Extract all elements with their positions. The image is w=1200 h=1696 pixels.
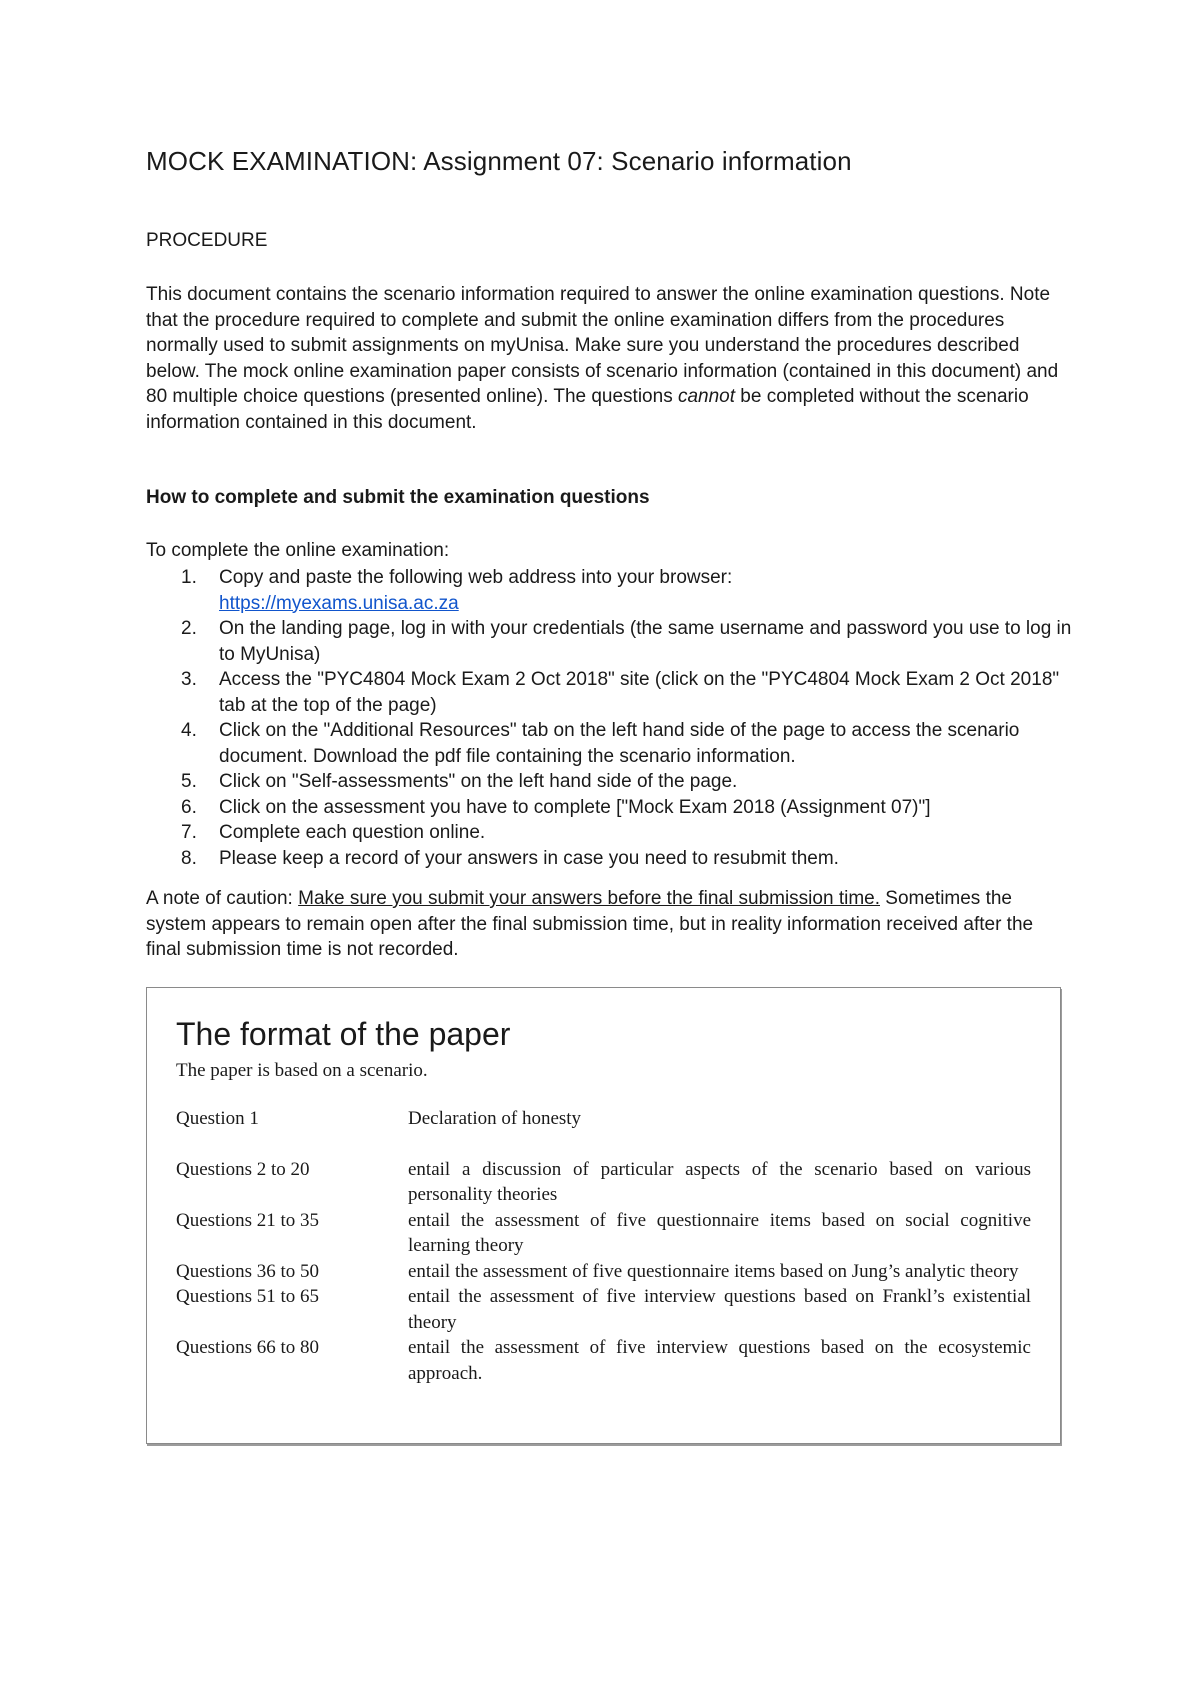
caution-prefix: A note of caution:	[146, 888, 299, 909]
format-row	[176, 1335, 1031, 1386]
myexams-link[interactable]: https://myexams.unisa.ac.za	[219, 592, 459, 614]
format-table	[176, 1106, 1031, 1386]
question-description: entail a discussion of particular aspects of the scenario based on various personality theories	[408, 1158, 1031, 1205]
step-item	[146, 846, 1076, 872]
step-number: 8.	[181, 847, 197, 869]
step-number: 3.	[181, 669, 197, 690]
question-description: entail the assessment of five interview questions based on the ecosystemic approach.	[408, 1337, 1031, 1384]
question-description: Declaration of honesty	[408, 1108, 582, 1129]
step-item	[146, 820, 1076, 846]
intro-text-2: be completed without the scenario information contained in this document.	[146, 386, 1029, 433]
step-item	[146, 565, 1076, 616]
question-range: Questions 36 to 50	[176, 1260, 320, 1282]
step-item	[146, 769, 1076, 795]
question-range: Questions 2 to 20	[176, 1158, 310, 1180]
procedure-heading: PROCEDURE	[146, 230, 268, 251]
step-number: 4.	[181, 720, 197, 741]
step-text: Click on the assessment you have to complete ["Mock Exam 2018 (Assignment 07)"]	[219, 796, 931, 818]
format-subtitle: The paper is based on a scenario.	[176, 1060, 428, 1081]
steps-list	[146, 565, 1076, 871]
step-item	[146, 616, 1076, 667]
format-row	[176, 1208, 1031, 1259]
format-row	[176, 1284, 1031, 1335]
question-range: Questions 51 to 65	[176, 1286, 320, 1307]
caution-paragraph	[146, 886, 1066, 963]
format-row	[176, 1259, 1031, 1285]
how-to-heading: How to complete and submit the examination questions	[146, 487, 650, 508]
step-number: 1.	[181, 567, 197, 588]
question-description: entail the assessment of five questionnaire items based on Jung’s analytic theory	[408, 1260, 1019, 1282]
intro-paragraph	[146, 282, 1066, 435]
question-description: entail the assessment of five interview questions based on Frankl’s existential theory	[408, 1286, 1031, 1333]
intro-emphasis: cannot	[677, 386, 736, 407]
step-text: Copy and paste the following web address into your browser:	[219, 567, 733, 588]
step-text: Complete each question online.	[219, 822, 486, 843]
page-title: MOCK EXAMINATION: Assignment 07: Scenario information	[146, 146, 852, 176]
steps-lead: To complete the online examination:	[146, 540, 450, 561]
step-number: 5.	[181, 771, 197, 792]
caution-rest: Sometimes the system appears to remain open after the final submission time, but in reality information received after the final submission time is not recorded.	[146, 888, 1034, 960]
step-text: Access the "PYC4804 Mock Exam 2 Oct 2018" site (click on the "PYC4804 Mock Exam 2 Oct 2018" tab at the top of the page)	[219, 669, 1060, 716]
step-number: 7.	[181, 822, 197, 843]
step-text: Please keep a record of your answers in case you need to resubmit them.	[219, 847, 839, 869]
question-range: Questions 66 to 80	[176, 1337, 320, 1358]
question-range: Questions 21 to 35	[176, 1209, 320, 1231]
caution-underlined: Make sure you submit your answers before the final submission time.	[298, 888, 880, 909]
step-number: 2.	[181, 618, 197, 639]
step-text: Click on the "Additional Resources" tab on the left hand side of the page to access the scenario document. Download the pdf file containing the scenario information.	[219, 720, 1020, 767]
step-item	[146, 718, 1076, 769]
step-number: 6.	[181, 796, 197, 818]
step-text: Click on "Self-assessments" on the left hand side of the page.	[219, 771, 738, 792]
format-box	[146, 987, 1061, 1444]
step-item	[146, 795, 1076, 821]
question-range: Question 1	[176, 1108, 259, 1129]
question-description: entail the assessment of five questionnaire items based on social cognitive learning theory	[408, 1209, 1031, 1256]
intro-text-1: This document contains the scenario information required to answer the online examination questions. Note that the procedure required to complete and submit the online examination differs from the procedures normally used to submit assignments on myUnisa. Make sure you understand the procedures described below. The mock online examination paper consists of scenario information (contained in this document) and 80 multiple choice questions (presented online). The questions	[146, 284, 1059, 407]
step-text: On the landing page, log in with your credentials (the same username and password you use to log in to MyUnisa)	[219, 618, 1072, 665]
format-row	[176, 1157, 1031, 1208]
step-item	[146, 667, 1076, 718]
format-row	[176, 1106, 1031, 1132]
format-title: The format of the paper	[176, 1016, 511, 1052]
